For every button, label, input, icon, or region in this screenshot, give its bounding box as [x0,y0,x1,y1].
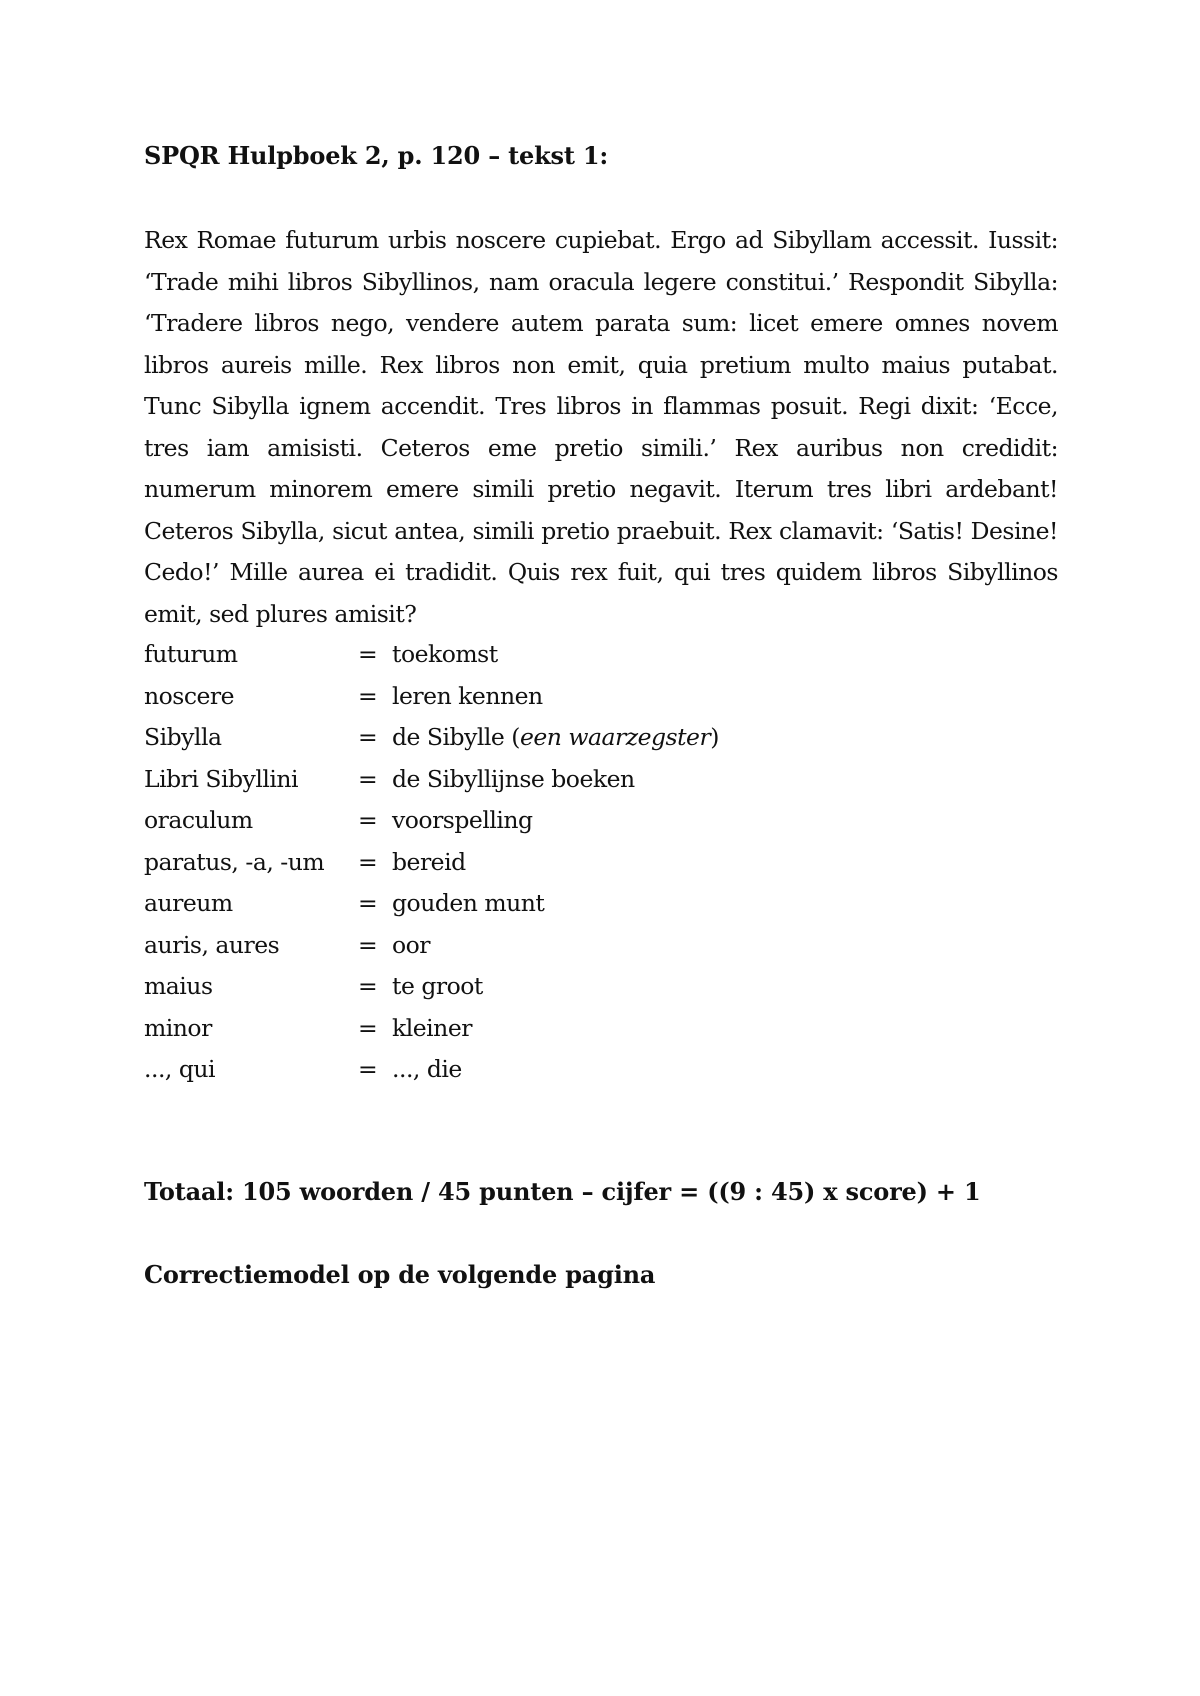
glossary-term: maius [144,972,213,1000]
glossary-row [144,925,844,967]
glossary-definition-italic: een waarzegster [519,723,711,751]
glossary-equals: = [358,889,378,917]
next-page-note: Correctiemodel op de volgende pagina [144,1260,656,1289]
glossary-term: Libri Sibyllini [144,764,299,793]
glossary-row [144,759,844,801]
glossary-definition: bereid [392,847,466,876]
glossary-term: minor [144,1013,212,1042]
glossary-row [144,800,844,842]
page-heading: SPQR Hulpboek 2, p. 120 – tekst 1: [144,141,609,170]
glossary-equals: = [358,847,378,876]
glossary-term: ..., qui [144,1055,216,1083]
glossary-definition: leren kennen [392,681,543,710]
glossary-definition [392,717,719,759]
glossary-term: paratus, -a, -um [144,847,325,876]
glossary-equals: = [358,1055,378,1083]
glossary-definition: de Sibyllijnse boeken [392,764,635,793]
glossary-row [144,676,844,718]
glossary-row [144,883,844,925]
glossary-equals: = [358,972,378,1000]
glossary-equals: = [358,764,378,793]
glossary-definition: toekomst [392,640,498,668]
latin-passage: Rex Romae futurum urbis noscere cupiebat. Ergo ad Sibyllam accessit. Iussit: ‘Trade mihi libros Sibyllinos, nam oracula legere constitui.’ Respondit Sibylla: ‘Tradere libros nego, vendere autem parata sum: licet emere omnes novem libros aureis mille. Rex libros non emit, quia pretium multo maius putabat. Tunc Sibylla ignem accendit. Tres libros in flammas posuit. Regi dixit: ‘Ecce, tres iam amisisti. Ceteros eme pretio simili.’ Rex auribus non credidit: numerum minorem emere simili pretio negavit. Iterum tres libri ardebant! Ceteros Sibylla, sicut antea, simili pretio praebuit. Rex clamavit: ‘Satis! Desine! Cedo!’ Mille aurea ei tradidit. Quis rex fuit, qui tres quidem libros Sibyllinos emit, sed plures amisit? [144,226,1058,628]
glossary-row [144,717,844,759]
glossary-equals: = [358,640,378,668]
score-formula: Totaal: 105 woorden / 45 punten – cijfer = ((9 : 45) x score) + 1 [144,1177,981,1206]
glossary-definition: gouden munt [392,889,545,917]
glossary-definition: oor [392,930,431,959]
glossary-list [144,634,844,1091]
glossary-row [144,634,844,676]
glossary-equals: = [358,681,378,710]
glossary-equals: = [358,1013,378,1042]
glossary-definition: voorspelling [392,806,533,834]
glossary-term: aureum [144,889,233,917]
glossary-term: auris, aures [144,930,280,959]
glossary-term: oraculum [144,806,253,834]
glossary-definition: te groot [392,972,483,1000]
glossary-row [144,842,844,884]
glossary-definition: kleiner [392,1013,472,1042]
glossary-term: Sibylla [144,723,222,751]
glossary-term: noscere [144,681,235,710]
glossary-equals: = [358,806,378,834]
glossary-definition-text: de Sibylle ( [392,723,520,751]
glossary-row [144,966,844,1008]
glossary-equals: = [358,723,378,751]
glossary-row [144,1049,844,1091]
glossary-equals: = [358,930,378,959]
glossary-definition-close: ) [710,723,719,751]
glossary-term: futurum [144,640,238,668]
glossary-row [144,1008,844,1050]
glossary-definition: ..., die [392,1055,462,1083]
